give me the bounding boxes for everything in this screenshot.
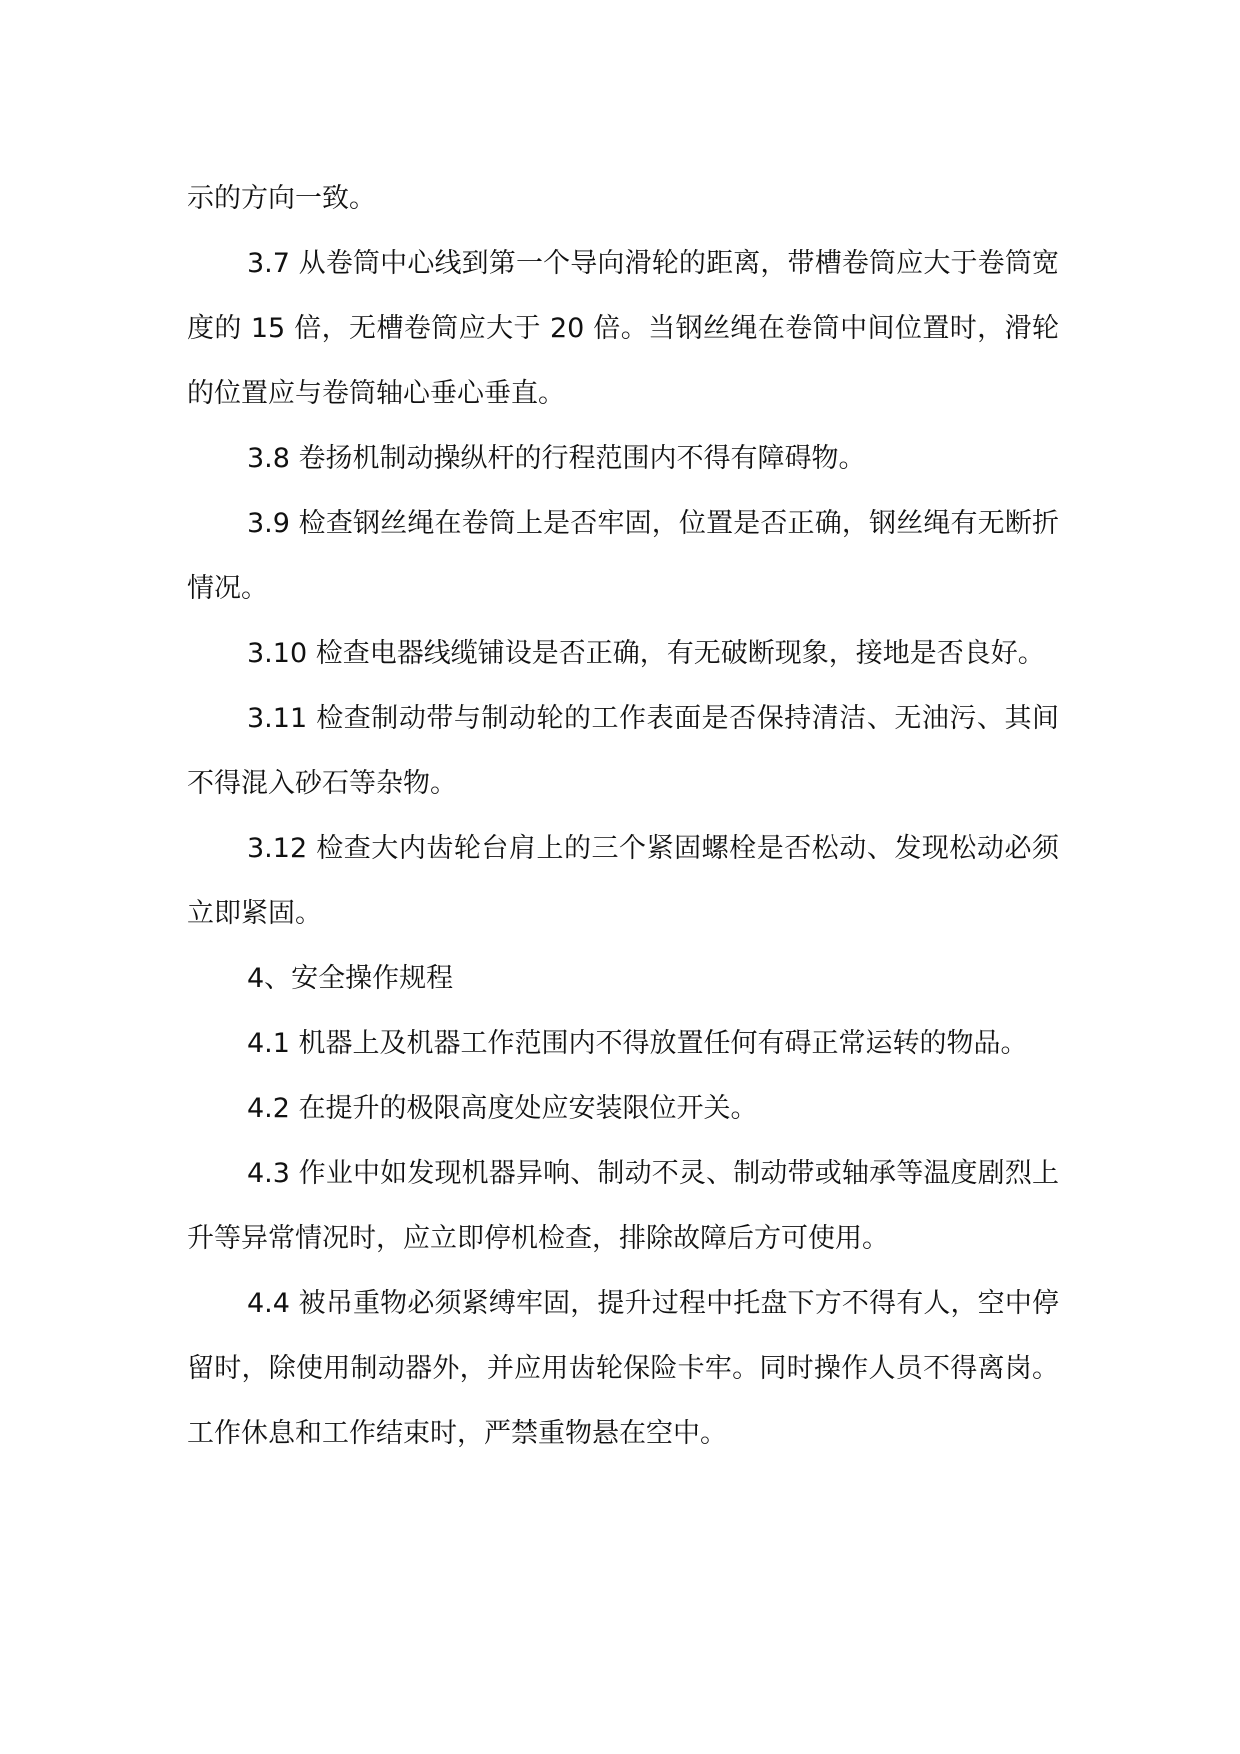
paragraph-3-11: 3.11 检查制动带与制动轮的工作表面是否保持清洁、无油污、其间不得混入砂石等杂物。 [187,703,1059,799]
paragraph-4-2: 4.2 在提升的极限高度处应安装限位开关。 [247,1093,758,1124]
paragraph-continuation: 示的方向一致。 [187,183,376,214]
paragraph-3-9: 3.9 检查钢丝绳在卷筒上是否牢固，位置是否正确，钢丝绳有无断折情况。 [187,508,1059,604]
paragraph-4-1: 4.1 机器上及机器工作范围内不得放置任何有碍正常运转的物品。 [247,1028,1028,1059]
section-heading-4: 4、安全操作规程 [247,963,454,994]
paragraph-3-10: 3.10 检查电器线缆铺设是否正确，有无破断现象，接地是否良好。 [247,638,1045,669]
paragraph-4-3: 4.3 作业中如发现机器异响、制动不灵、制动带或轴承等温度剧烈上升等异常情况时，应立即停机检查，排除故障后方可使用。 [187,1158,1059,1254]
paragraph-3-12: 3.12 检查大内齿轮台肩上的三个紧固螺栓是否松动、发现松动必须立即紧固。 [187,833,1059,929]
paragraph-4-4: 4.4 被吊重物必须紧缚牢固，提升过程中托盘下方不得有人，空中停留时，除使用制动器外，并应用齿轮保险卡牢。同时操作人员不得离岗。工作休息和工作结束时，严禁重物悬在空中。 [187,1288,1059,1449]
paragraph-3-7: 3.7 从卷筒中心线到第一个导向滑轮的距离，带槽卷筒应大于卷筒宽度的 15 倍，无槽卷筒应大于 20 倍。当钢丝绳在卷筒中间位置时，滑轮的位置应与卷筒轴心垂心垂直。 [187,248,1059,409]
paragraph-3-8: 3.8 卷扬机制动操纵杆的行程范围内不得有障碍物。 [247,443,866,474]
document-page [187,166,1059,1466]
